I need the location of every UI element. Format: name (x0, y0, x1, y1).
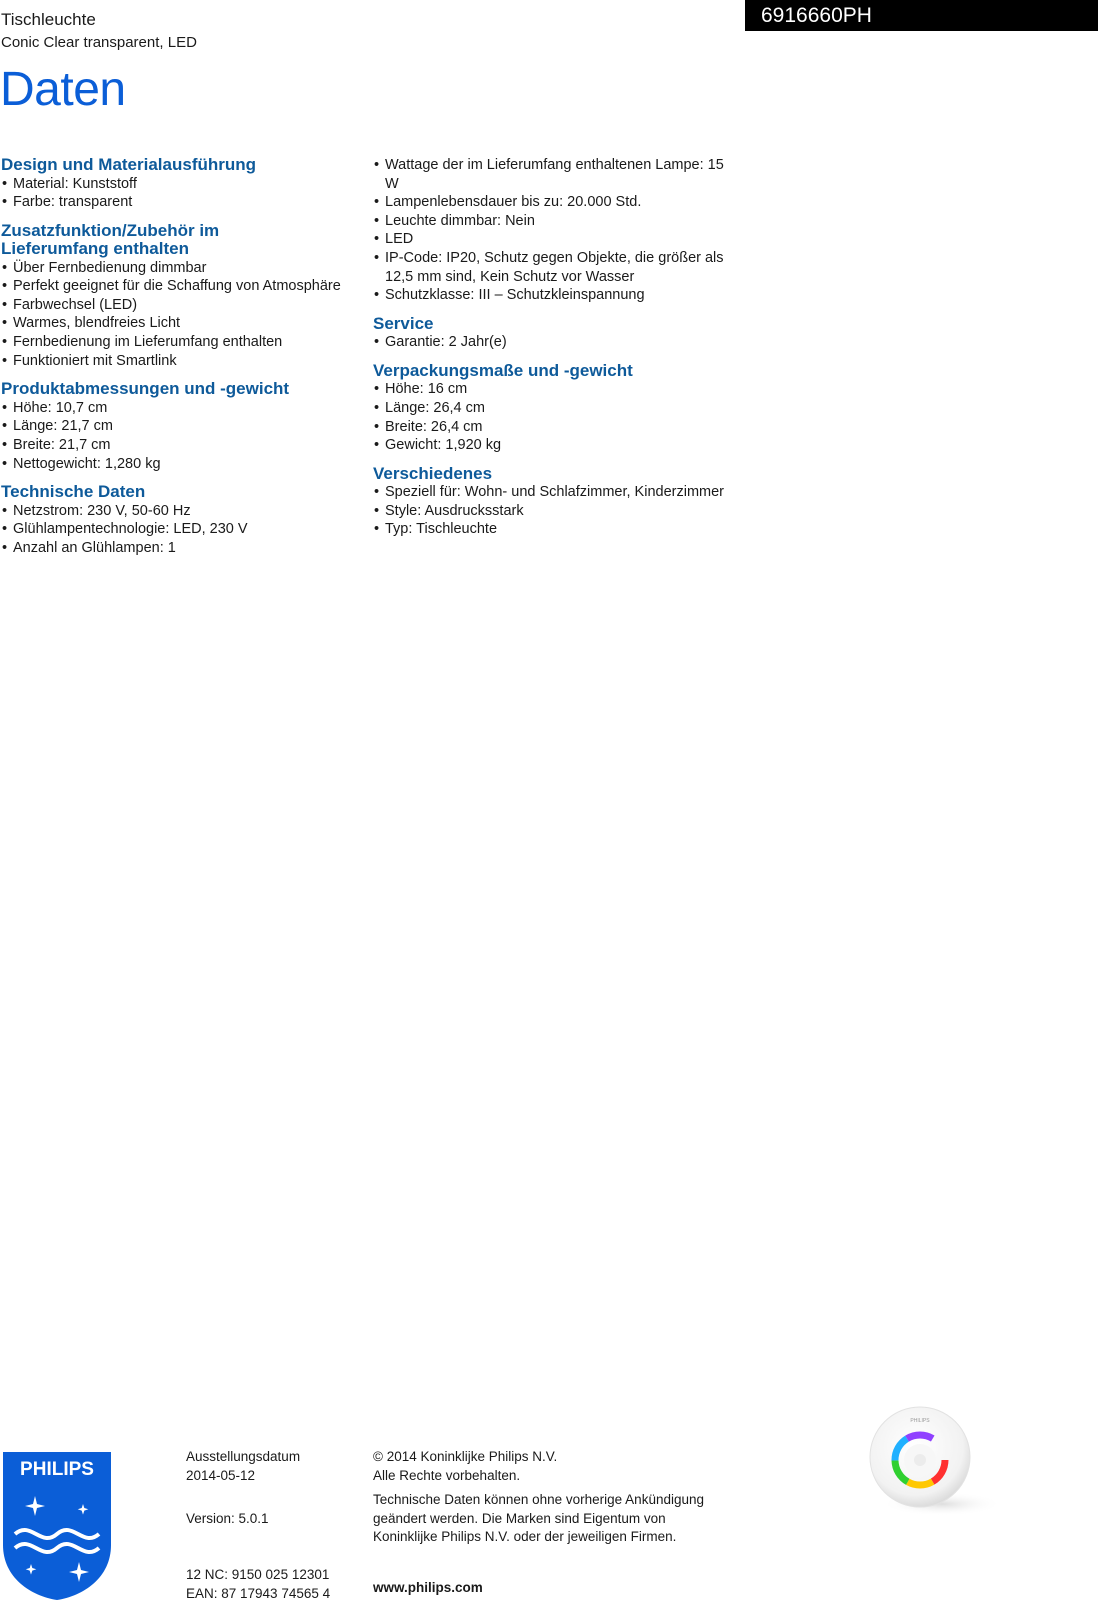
section-title: Technische Daten (1, 483, 361, 502)
issue-date-block (186, 1448, 300, 1485)
philips-logo-text: PHILIPS (20, 1459, 94, 1480)
list-item: • Höhe: 16 cm (373, 380, 733, 399)
list-item: • Speziell für: Wohn- und Schlafzimmer, Kinderzimmer (373, 483, 733, 502)
section-technical-cont (373, 156, 733, 305)
product-codes (186, 1566, 330, 1603)
ean-code: EAN: 87 17943 74565 4 (186, 1585, 330, 1603)
section-title: Verschiedenes (373, 465, 733, 484)
section-accessories (1, 222, 361, 371)
list-item: • Lampenlebensdauer bis zu: 20.000 Std. (373, 193, 733, 212)
middle-column (373, 156, 733, 549)
list-item: • Perfekt geeignet für die Schaffung von Atmosphäre (1, 277, 361, 296)
issue-date-value: 2014-05-12 (186, 1467, 300, 1486)
copyright-block (373, 1448, 557, 1485)
section-design (1, 156, 361, 212)
product-name: Conic Clear transparent, LED (1, 33, 197, 52)
list-item: • Wattage der im Lieferumfang enthaltenen Lampe: 15 W (373, 156, 733, 193)
section-dimensions (1, 380, 361, 473)
copyright: © 2014 Koninklijke Philips N.V. (373, 1448, 557, 1467)
rights: Alle Rechte vorbehalten. (373, 1467, 557, 1486)
list-item: • Warmes, blendfreies Licht (1, 314, 361, 333)
section-service (373, 315, 733, 352)
list-item: • Schutzklasse: III – Schutzkleinspannung (373, 286, 733, 305)
list-item: • Über Fernbedienung dimmbar (1, 259, 361, 278)
section-technical (1, 483, 361, 557)
list-item: • Farbwechsel (LED) (1, 296, 361, 315)
list-item: • Nettogewicht: 1,280 kg (1, 455, 361, 474)
disclaimer: Technische Daten können ohne vorherige Ankündigung geändert werden. Die Marken sind Eigentum von Koninklijke Philips N.V. oder der jeweiligen Firmen. (373, 1491, 733, 1547)
section-packaging (373, 362, 733, 455)
list-item: • Garantie: 2 Jahr(e) (373, 333, 733, 352)
list-item: • Breite: 26,4 cm (373, 418, 733, 437)
product-type: Tischleuchte (1, 9, 96, 30)
list-item: • Anzahl an Glühlampen: 1 (1, 539, 361, 558)
list-item: • Leuchte dimmbar: Nein (373, 212, 733, 231)
left-column (1, 156, 361, 567)
list-item: • Breite: 21,7 cm (1, 436, 361, 455)
list-item: • Gewicht: 1,920 kg (373, 436, 733, 455)
list-item: • Farbe: transparent (1, 193, 361, 212)
list-item: • Netzstrom: 230 V, 50-60 Hz (1, 502, 361, 521)
list-item: • Style: Ausdrucksstark (373, 502, 733, 521)
page-title: Daten (0, 62, 126, 118)
model-badge: 6916660PH (745, 0, 1098, 31)
list-item: • IP-Code: IP20, Schutz gegen Objekte, die größer als 12,5 mm sind, Kein Schutz vor Wasser (373, 249, 733, 286)
issue-date-label: Ausstellungsdatum (186, 1448, 300, 1467)
nc-code: 12 NC: 9150 025 12301 (186, 1566, 330, 1585)
section-title: Design und Materialausführung (1, 156, 361, 175)
list-item: • Material: Kunststoff (1, 175, 361, 194)
section-title: Produktabmessungen und -gewicht (1, 380, 361, 399)
section-misc (373, 465, 733, 539)
section-title: Verpackungsmaße und -gewicht (373, 362, 733, 381)
list-item: • Höhe: 10,7 cm (1, 399, 361, 418)
list-item: • Glühlampentechnologie: LED, 230 V (1, 520, 361, 539)
version: Version: 5.0.1 (186, 1510, 269, 1529)
remote-brand-text: PHILIPS (910, 1418, 930, 1424)
website-link[interactable]: www.philips.com (373, 1579, 483, 1598)
list-item: • Funktioniert mit Smartlink (1, 352, 361, 371)
section-title: Service (373, 315, 733, 334)
philips-shield-logo (1, 1450, 113, 1601)
list-item: • Fernbedienung im Lieferumfang enthalten (1, 333, 361, 352)
list-item: • LED (373, 230, 733, 249)
list-item: • Typ: Tischleuchte (373, 520, 733, 539)
remote-control-image (860, 1400, 1010, 1530)
list-item: • Länge: 26,4 cm (373, 399, 733, 418)
list-item: • Länge: 21,7 cm (1, 417, 361, 436)
section-title: Zusatzfunktion/Zubehör im Lieferumfang enthalten (1, 222, 261, 259)
